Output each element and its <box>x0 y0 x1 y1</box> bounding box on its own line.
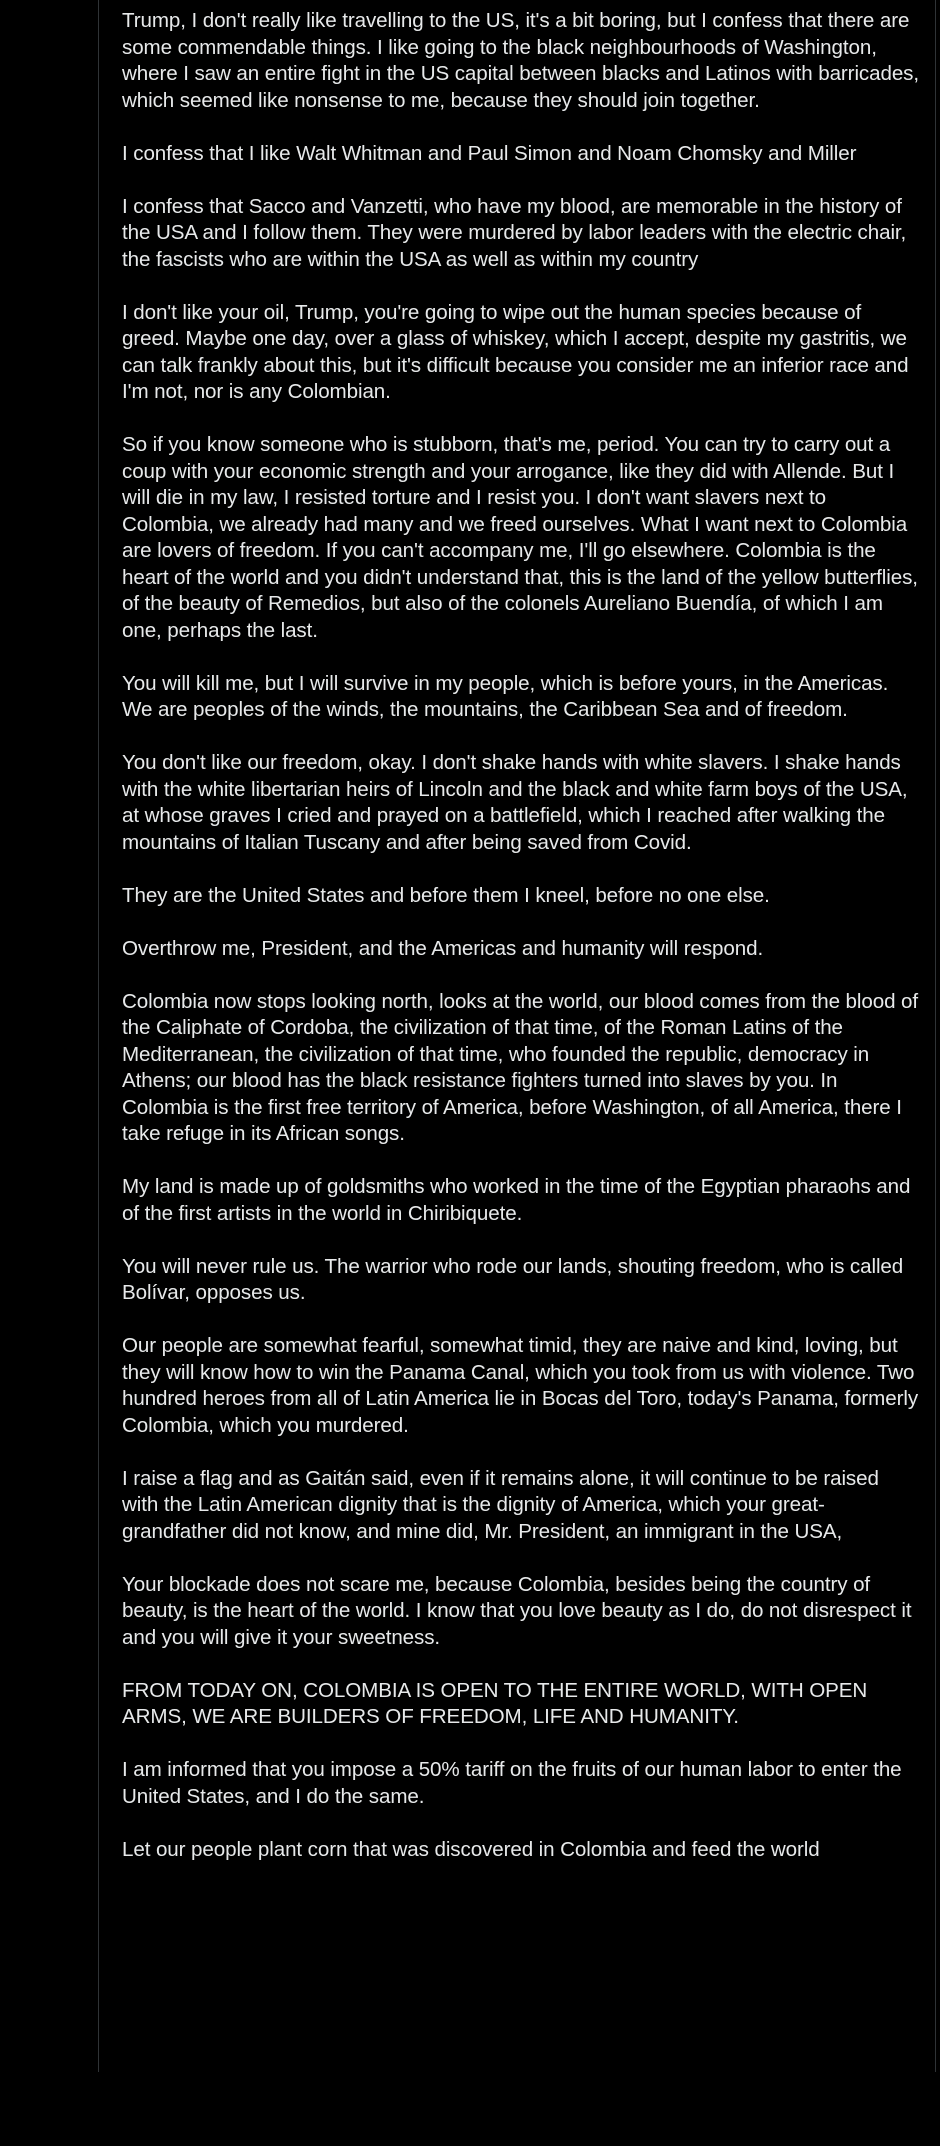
post-paragraph: I don't like your oil, Trump, you're going to wipe out the human species because of greed. Maybe one day, over a glass of whiskey, which I accept, despite my gastritis, we can talk frankly about this, but it's difficult because you consider me an inferior race and I'm not, nor is any Colombian. <box>122 300 909 403</box>
post-paragraph: I confess that Sacco and Vanzetti, who have my blood, are memorable in the history of the USA and I follow them. They were murdered by labor leaders with the electric chair, the fascists who are within the USA as well as within my country <box>122 194 907 271</box>
post-paragraph: Overthrow me, President, and the Americas and humanity will respond. <box>122 936 764 960</box>
post-column <box>98 0 936 2072</box>
post-paragraph: Trump, I don't really like travelling to the US, it's a bit boring, but I confess that there are some commendable things. I like going to the black neighbourhoods of Washington, where I saw an entire fight in the US capital between blacks and Latinos with barricades, which seemed like nonsense to me, because they should join together. <box>122 9 919 112</box>
post-paragraph: I raise a flag and as Gaitán said, even if it remains alone, it will continue to be raised with the Latin American dignity that is the dignity of America, which your great-grandfather did not know, and mine did, Mr. President, an immigrant in the USA, <box>122 1466 879 1543</box>
post-paragraph: They are the United States and before them I kneel, before no one else. <box>122 883 770 907</box>
post-paragraph: I confess that I like Walt Whitman and Paul Simon and Noam Chomsky and Miller <box>122 141 857 165</box>
left-gutter <box>0 0 98 2072</box>
post-paragraph: Your blockade does not scare me, because Colombia, besides being the country of beauty, is the heart of the world. I know that you love beauty as I do, do not disrespect it and you will give it your sweetness. <box>122 1572 912 1649</box>
post-paragraph: You don't like our freedom, okay. I don't shake hands with white slavers. I shake hands with the white libertarian heirs of Lincoln and the black and white farm boys of the USA, at whose graves I cried and prayed on a battlefield, which I reached after walking the mountains of Italian Tuscany and after being saved from Covid. <box>122 751 908 854</box>
post-paragraph: I am informed that you impose a 50% tariff on the fruits of our human labor to enter the United States, and I do the same. <box>122 1758 902 1808</box>
post-paragraph: FROM TODAY ON, COLOMBIA IS OPEN TO THE ENTIRE WORLD, WITH OPEN ARMS, WE ARE BUILDERS OF FREEDOM, LIFE AND HUMANITY. <box>122 1678 868 1728</box>
post-paragraph: You will kill me, but I will survive in my people, which is before yours, in the Americas. We are peoples of the winds, the mountains, the Caribbean Sea and of freedom. <box>122 671 889 721</box>
post-paragraph: You will never rule us. The warrior who rode our lands, shouting freedom, who is called Bolívar, opposes us. <box>122 1254 904 1304</box>
post-paragraph: My land is made up of goldsmiths who worked in the time of the Egyptian pharaohs and of the first artists in the world in Chiribiquete. <box>122 1175 911 1225</box>
post-paragraph: Colombia now stops looking north, looks at the world, our blood comes from the blood of the Caliphate of Cordoba, the civilization of that time, of the Roman Latins of the Mediterranean, the civilization of that time, who founded the republic, democracy in Athens; our blood has the black resistance fighters turned into slaves by you. In Colombia is the first free territory of America, before Washington, of all America, there I take refuge in its African songs. <box>122 989 919 1145</box>
post-text <box>122 8 920 1863</box>
post-paragraph: Let our people plant corn that was discovered in Colombia and feed the world <box>122 1837 820 1861</box>
post-paragraph: Our people are somewhat fearful, somewhat timid, they are naive and kind, loving, but they will know how to win the Panama Canal, which you took from us with violence. Two hundred heroes from all of Latin America lie in Bocas del Toro, today's Panama, formerly Colombia, which you murdered. <box>122 1334 919 1437</box>
post-paragraph: So if you know someone who is stubborn, that's me, period. You can try to carry out a coup with your economic strength and your arrogance, like they did with Allende. But I will die in my law, I resisted torture and I resist you. I don't want slavers next to Colombia, we already had many and we freed ourselves. What I want next to Colombia are lovers of freedom. If you can't accompany me, I'll go elsewhere. Colombia is the heart of the world and you didn't understand that, this is the land of the yellow butterflies, of the beauty of Remedios, but also of the colonels Aureliano Buendía, of which I am one, perhaps the last. <box>122 433 918 642</box>
bottom-area <box>0 2072 940 2146</box>
